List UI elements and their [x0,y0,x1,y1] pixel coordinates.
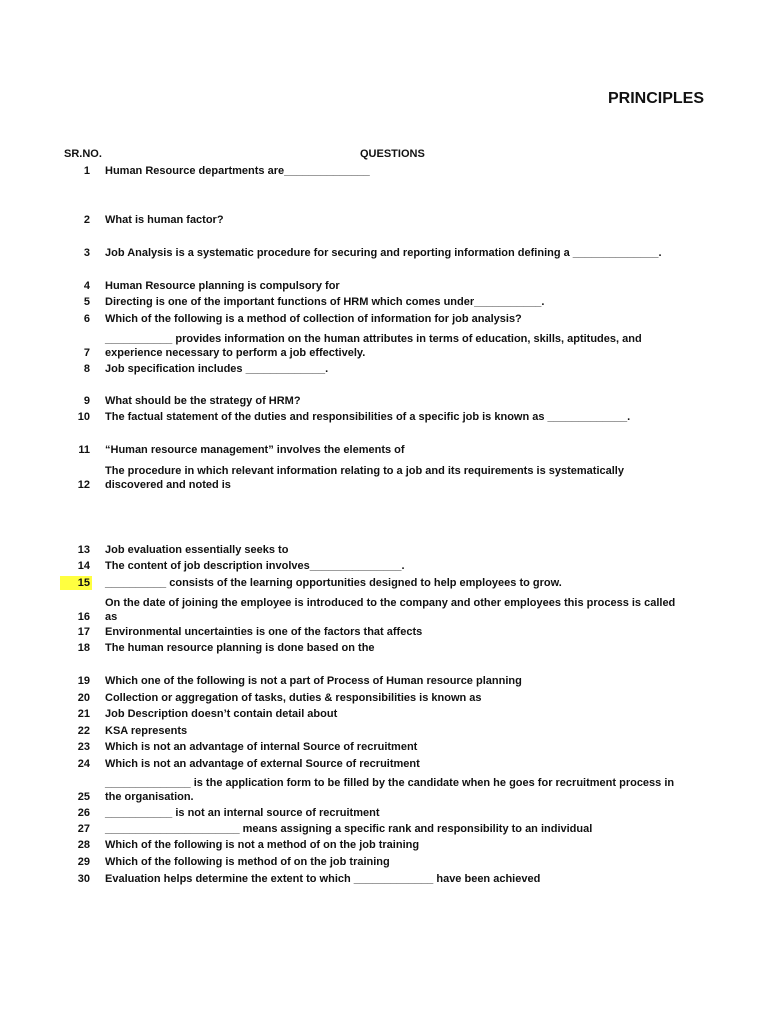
row-number: 21 [77,708,90,720]
row-number: 29 [77,856,90,868]
question-text: The factual statement of the duties and responsibilities of a specific job is known as _____________. [105,411,631,423]
row-number: 28 [77,839,90,851]
question-text: Evaluation helps determine the extent to which _____________ have been achieved [105,873,541,885]
question-text: Human Resource departments are______________ [105,165,370,177]
row-number: 25 [77,791,90,803]
row-number-highlighted: 15 [60,576,92,590]
row-number: 26 [77,807,90,819]
row-number: 5 [83,296,90,308]
question-text: “Human resource management” involves the elements of [105,444,405,456]
question-text: The procedure in which relevant information relating to a job and its requirements is systematically discovered and noted is [105,465,624,491]
column-header-sr-no: SR.NO. [64,148,102,160]
row-number: 17 [77,626,90,638]
row-number: 6 [83,313,90,325]
question-text: Job Analysis is a systematic procedure for securing and reporting information defining a ______________. [105,247,662,259]
question-text: Environmental uncertainties is one of the factors that affects [105,626,423,638]
row-number: 10 [77,411,90,423]
question-text: ______________________ means assigning a specific rank and responsibility to an individual [105,823,593,835]
question-text: Which one of the following is not a part of Process of Human resource planning [105,675,522,687]
question-text: The human resource planning is done based on the [105,642,375,654]
question-text: __________ consists of the learning opportunities designed to help employees to grow. [105,577,562,589]
row-number: 1 [83,165,90,177]
row-number: 30 [77,873,90,885]
question-text: On the date of joining the employee is introduced to the company and other employees this process is called as [105,597,676,623]
row-number: 12 [77,479,90,491]
row-number: 16 [77,611,90,623]
question-text: Which is not an advantage of external Source of recruitment [105,758,420,770]
row-number: 22 [77,725,90,737]
row-number: 7 [83,347,90,359]
row-number: 9 [83,395,90,407]
row-number: 3 [83,247,90,259]
question-text: KSA represents [105,725,188,737]
question-text: Job Description doesn’t contain detail about [105,708,338,720]
column-header-questions: QUESTIONS [360,148,425,160]
row-number: 11 [78,444,90,456]
row-number: 19 [77,675,90,687]
question-text: Which is not an advantage of internal Source of recruitment [105,741,418,753]
row-number: 24 [77,758,90,770]
question-text: Human Resource planning is compulsory for [105,280,340,292]
question-text: Job specification includes _____________. [105,363,329,375]
page-title: PRINCIPLES [608,90,705,107]
row-number: 2 [83,214,90,226]
row-number: 14 [77,560,90,572]
row-number: 27 [77,823,90,835]
question-text: Job evaluation essentially seeks to [105,544,289,556]
row-number: 8 [83,363,90,375]
row-number: 4 [83,280,90,292]
row-number: 23 [77,741,90,753]
question-text: What should be the strategy of HRM? [105,395,301,407]
question-text: ___________ is not an internal source of recruitment [105,807,380,819]
question-text: What is human factor? [105,214,224,226]
question-text: Directing is one of the important functions of HRM which comes under___________. [105,296,545,308]
question-text: Collection or aggregation of tasks, duties & responsibilities is known as [105,692,482,704]
row-number: 13 [77,544,90,556]
question-text: ______________ is the application form to be filled by the candidate when he goes for recruitment process in the organisation. [105,777,675,803]
row-number: 20 [77,692,90,704]
question-text: Which of the following is a method of collection of information for job analysis? [105,313,522,325]
question-text: ___________ provides information on the human attributes in terms of education, skills, aptitudes, and experience necessary to perform a job effectively. [105,333,642,359]
row-number: 18 [77,642,90,654]
question-text: Which of the following is method of on the job training [105,856,390,868]
question-text: The content of job description involves_______________. [105,560,405,572]
question-text: Which of the following is not a method of on the job training [105,839,420,851]
